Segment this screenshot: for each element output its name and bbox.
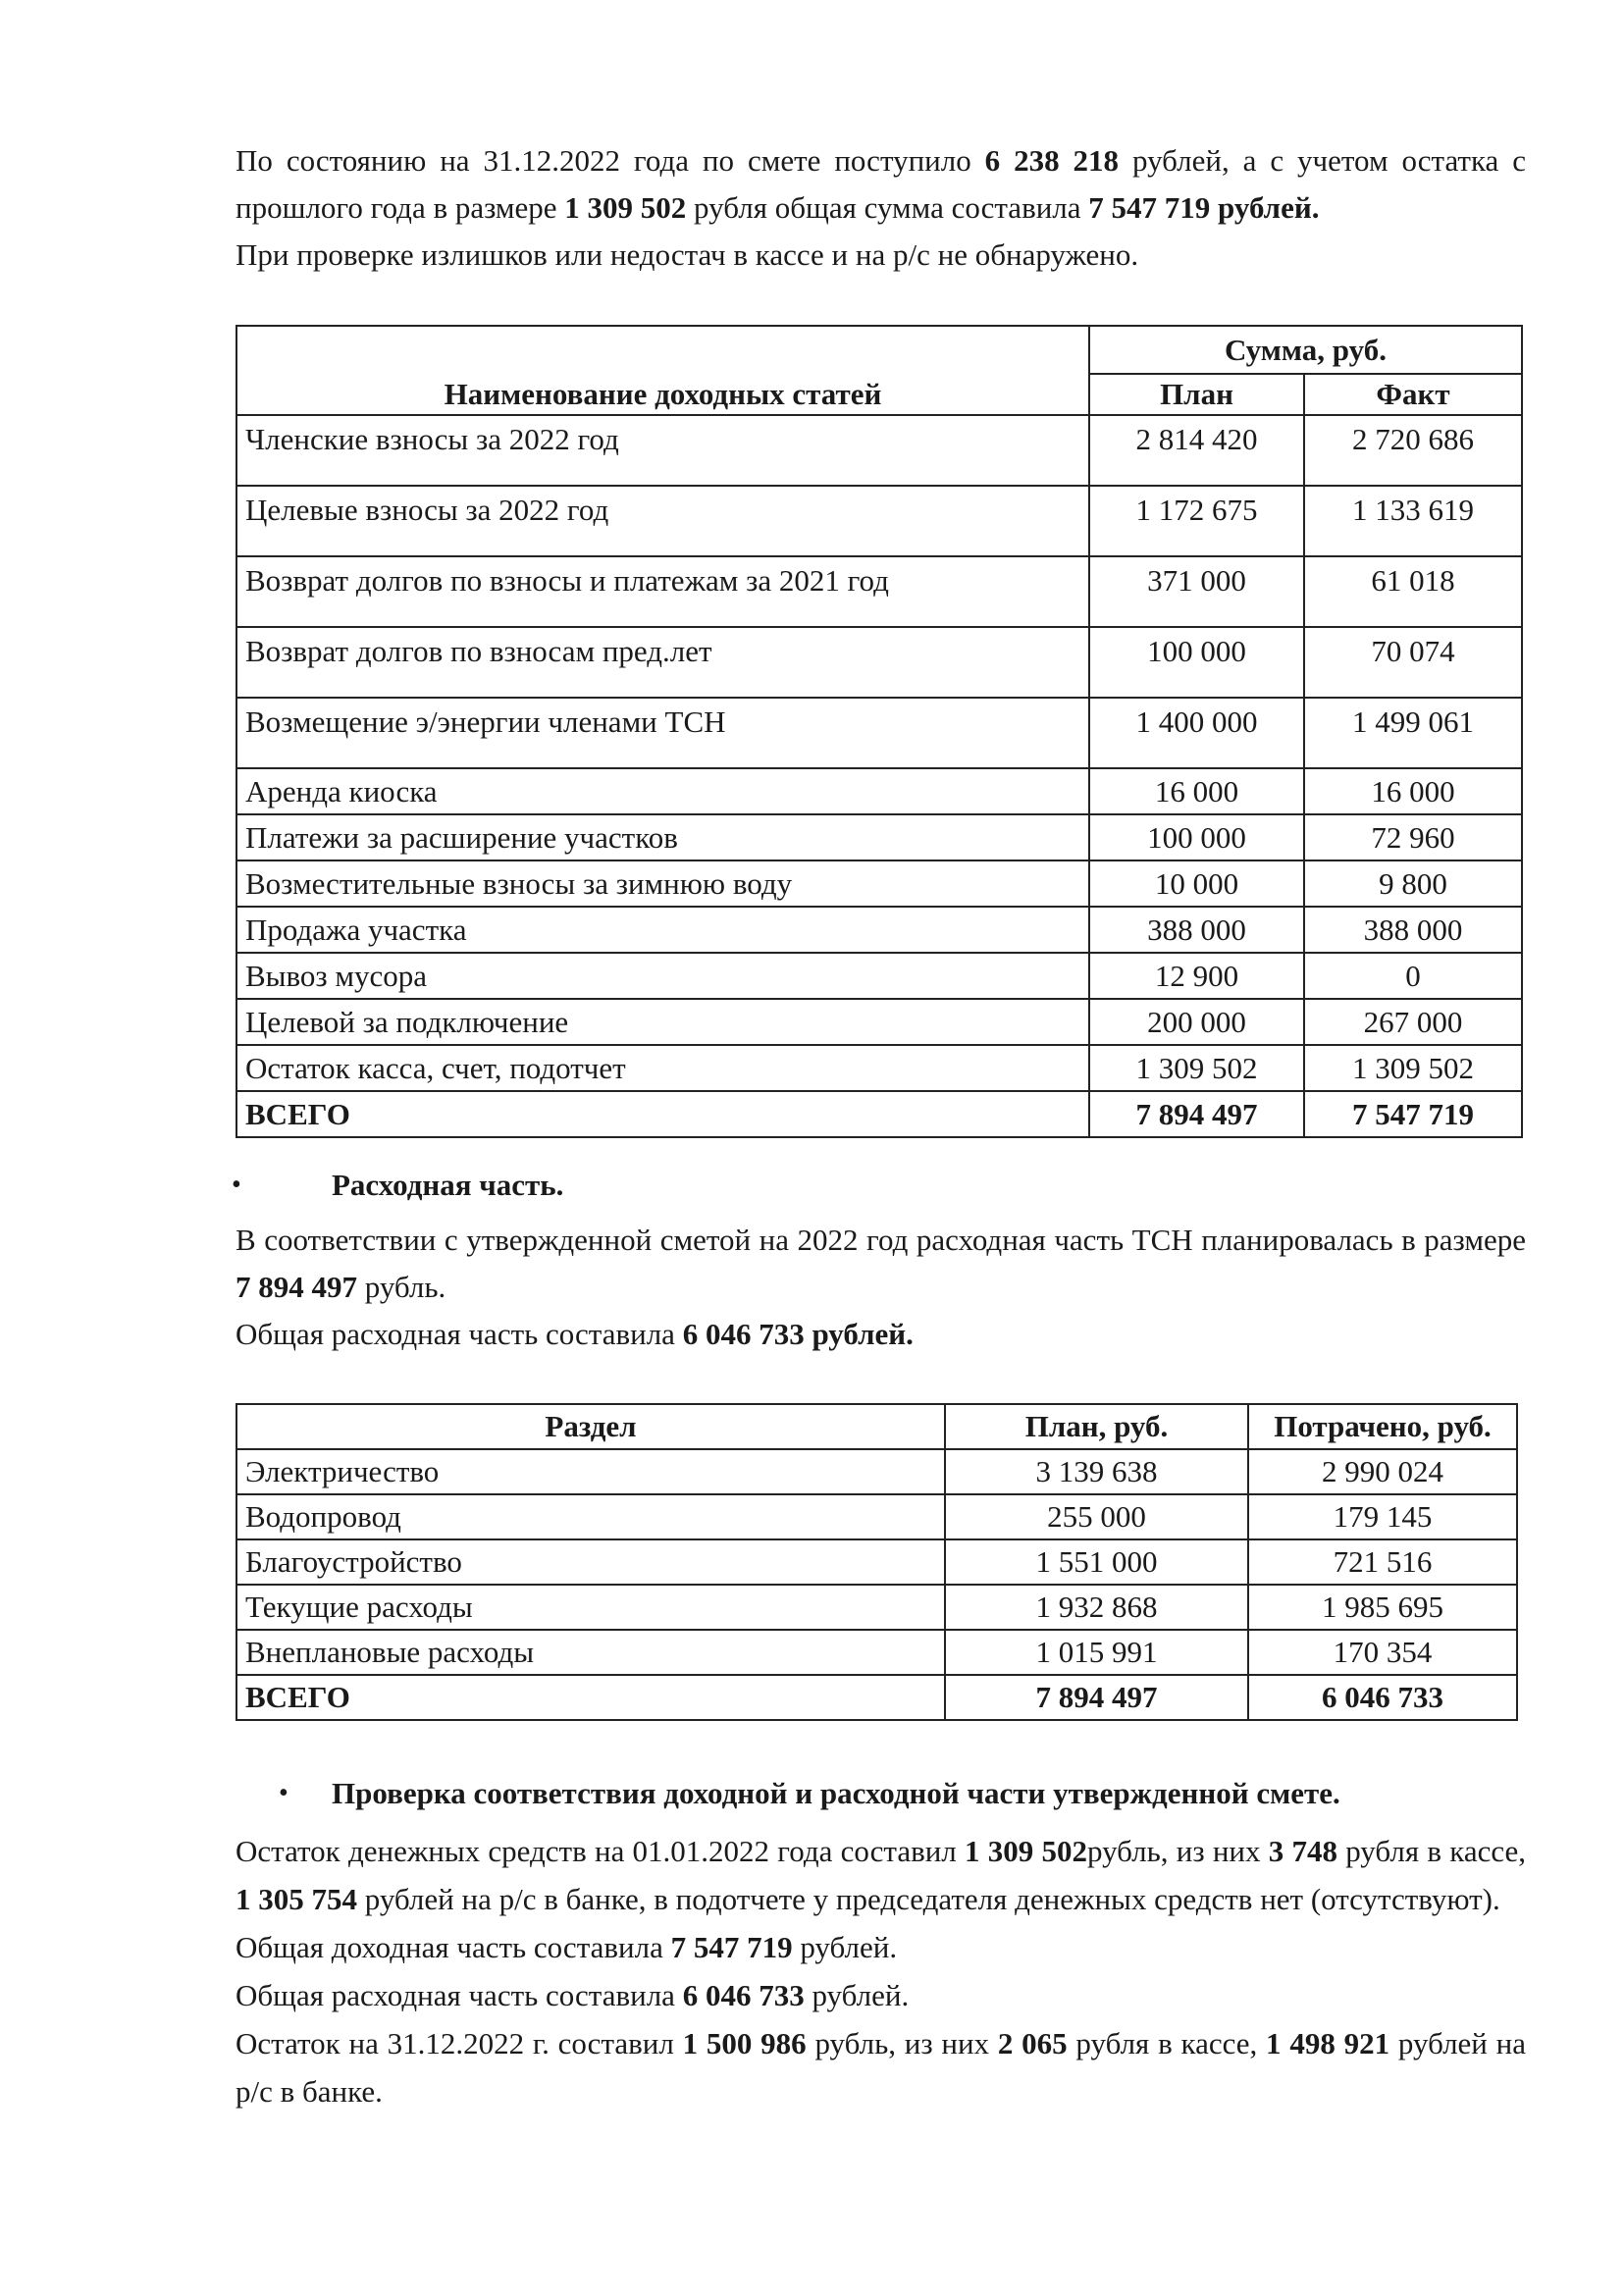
table-row xyxy=(236,907,1522,953)
table-row xyxy=(236,698,1522,768)
income-total-label: ВСЕГО xyxy=(236,1091,1089,1137)
income-item-name: Остаток касса, счет, подотчет xyxy=(236,1045,1089,1091)
expense-plan-text: В соответствии с утвержденной сметой на 2022 год расходная часть ТСН планировалась в размере 7 894 497 рубль. xyxy=(236,1223,1526,1304)
income-table xyxy=(236,325,1523,1138)
expense-item-name: Благоустройство xyxy=(236,1539,945,1585)
income-item-fact: 388 000 xyxy=(1304,907,1522,953)
expense-item-plan: 1 015 991 xyxy=(945,1630,1248,1675)
income-item-name: Возместительные взносы за зимнюю воду xyxy=(236,860,1089,907)
income-item-name: Аренда киоска xyxy=(236,768,1089,814)
table-row xyxy=(236,953,1522,999)
table-row xyxy=(236,1585,1517,1630)
expense-item-spent: 2 990 024 xyxy=(1248,1449,1517,1494)
expense-header-row xyxy=(236,1404,1517,1449)
expense-total-spent: 6 046 733 xyxy=(1248,1675,1517,1720)
table-row xyxy=(236,486,1522,556)
check-income-total: Общая доходная часть составила 7 547 719 рублей. xyxy=(236,1930,898,1964)
income-header-name: Наименование доходных статей xyxy=(236,326,1089,415)
expense-item-plan: 1 932 868 xyxy=(945,1585,1248,1630)
income-item-plan: 12 900 xyxy=(1089,953,1304,999)
income-item-name: Целевой за подключение xyxy=(236,999,1089,1045)
expense-total-row xyxy=(236,1675,1517,1720)
income-total-row xyxy=(236,1091,1522,1137)
expense-item-plan: 3 139 638 xyxy=(945,1449,1248,1494)
income-item-plan: 1 309 502 xyxy=(1089,1045,1304,1091)
income-item-name: Членские взносы за 2022 год xyxy=(236,415,1089,486)
expense-header-spent: Потрачено, руб. xyxy=(1248,1404,1517,1449)
income-item-fact: 72 960 xyxy=(1304,814,1522,860)
expense-heading: Расходная часть. xyxy=(332,1168,564,1202)
check-paragraph xyxy=(236,1827,1526,2115)
expense-total-text: Общая расходная часть составила 6 046 733 рублей. xyxy=(236,1317,914,1351)
income-item-name: Платежи за расширение участков xyxy=(236,814,1089,860)
income-item-plan: 200 000 xyxy=(1089,999,1304,1045)
table-row xyxy=(236,768,1522,814)
check-heading: Проверка соответствия доходной и расходной части утвержденной смете. xyxy=(332,1776,1340,1810)
table-row xyxy=(236,814,1522,860)
table-row xyxy=(236,999,1522,1045)
income-item-plan: 100 000 xyxy=(1089,627,1304,698)
expense-item-spent: 179 145 xyxy=(1248,1494,1517,1539)
income-item-name: Вывоз мусора xyxy=(236,953,1089,999)
expense-item-plan: 255 000 xyxy=(945,1494,1248,1539)
check-bullet: • xyxy=(279,1778,288,1808)
income-item-fact: 9 800 xyxy=(1304,860,1522,907)
table-row xyxy=(236,1449,1517,1494)
income-header-sum: Сумма, руб. xyxy=(1089,326,1522,374)
expense-item-name: Внеплановые расходы xyxy=(236,1630,945,1675)
income-item-plan: 2 814 420 xyxy=(1089,415,1304,486)
expense-item-name: Текущие расходы xyxy=(236,1585,945,1630)
expense-item-name: Электричество xyxy=(236,1449,945,1494)
income-item-fact: 267 000 xyxy=(1304,999,1522,1045)
expense-total-plan: 7 894 497 xyxy=(945,1675,1248,1720)
income-item-name: Возврат долгов по взносам пред.лет xyxy=(236,627,1089,698)
income-item-fact: 61 018 xyxy=(1304,556,1522,627)
expense-item-spent: 721 516 xyxy=(1248,1539,1517,1585)
income-header-row xyxy=(236,326,1522,374)
table-row xyxy=(236,627,1522,698)
income-item-name: Продажа участка xyxy=(236,907,1089,953)
table-row xyxy=(236,1494,1517,1539)
income-item-name: Возврат долгов по взносы и платежам за 2021 год xyxy=(236,556,1089,627)
table-row xyxy=(236,556,1522,627)
income-header-fact: Факт xyxy=(1304,374,1522,415)
income-item-fact: 0 xyxy=(1304,953,1522,999)
income-item-plan: 371 000 xyxy=(1089,556,1304,627)
income-item-fact: 1 309 502 xyxy=(1304,1045,1522,1091)
table-row xyxy=(236,1045,1522,1091)
income-item-plan: 388 000 xyxy=(1089,907,1304,953)
income-header-plan: План xyxy=(1089,374,1304,415)
income-item-plan: 100 000 xyxy=(1089,814,1304,860)
table-row xyxy=(236,860,1522,907)
expense-item-plan: 1 551 000 xyxy=(945,1539,1248,1585)
income-item-plan: 10 000 xyxy=(1089,860,1304,907)
intro-note: При проверке излишков или недостач в кассе и на р/с не обнаружено. xyxy=(236,237,1139,272)
intro-text: По состоянию на 31.12.2022 года по смете поступило 6 238 218 рублей, а с учетом остатка с прошлого года в размере 1 309 502 рубля общая сумма составила 7 547 719 рублей. xyxy=(236,143,1527,225)
table-row xyxy=(236,1539,1517,1585)
check-balance-end: Остаток на 31.12.2022 г. составил 1 500 986 рубль, из них 2 065 рубля в кассе, 1 498 921 рублей на р/с в банке. xyxy=(236,2026,1527,2109)
income-item-plan: 1 172 675 xyxy=(1089,486,1304,556)
table-row xyxy=(236,415,1522,486)
expense-item-name: Водопровод xyxy=(236,1494,945,1539)
expense-header-plan: План, руб. xyxy=(945,1404,1248,1449)
income-item-name: Целевые взносы за 2022 год xyxy=(236,486,1089,556)
income-item-fact: 1 499 061 xyxy=(1304,698,1522,768)
expense-bullet: • xyxy=(232,1170,241,1200)
income-item-plan: 16 000 xyxy=(1089,768,1304,814)
income-total-fact: 7 547 719 xyxy=(1304,1091,1522,1137)
table-row xyxy=(236,1630,1517,1675)
expense-total-label: ВСЕГО xyxy=(236,1675,945,1720)
check-balance-start: Остаток денежных средств на 01.01.2022 года составил 1 309 502рубль, из них 3 748 рубля в кассе, 1 305 754 рублей на р/с в банке, в подотчете у председателя денежных средств нет (отсутствуют). xyxy=(236,1834,1526,1916)
expense-item-spent: 170 354 xyxy=(1248,1630,1517,1675)
income-item-fact: 70 074 xyxy=(1304,627,1522,698)
intro-paragraph xyxy=(236,137,1526,279)
income-item-name: Возмещение э/энергии членами ТСН xyxy=(236,698,1089,768)
expense-paragraph xyxy=(236,1217,1526,1358)
check-expense-total: Общая расходная часть составила 6 046 733 рублей. xyxy=(236,1978,910,2012)
income-item-fact: 2 720 686 xyxy=(1304,415,1522,486)
expense-header-section: Раздел xyxy=(236,1404,945,1449)
expense-table xyxy=(236,1403,1518,1721)
income-item-fact: 16 000 xyxy=(1304,768,1522,814)
expense-item-spent: 1 985 695 xyxy=(1248,1585,1517,1630)
income-item-plan: 1 400 000 xyxy=(1089,698,1304,768)
income-item-fact: 1 133 619 xyxy=(1304,486,1522,556)
income-total-plan: 7 894 497 xyxy=(1089,1091,1304,1137)
